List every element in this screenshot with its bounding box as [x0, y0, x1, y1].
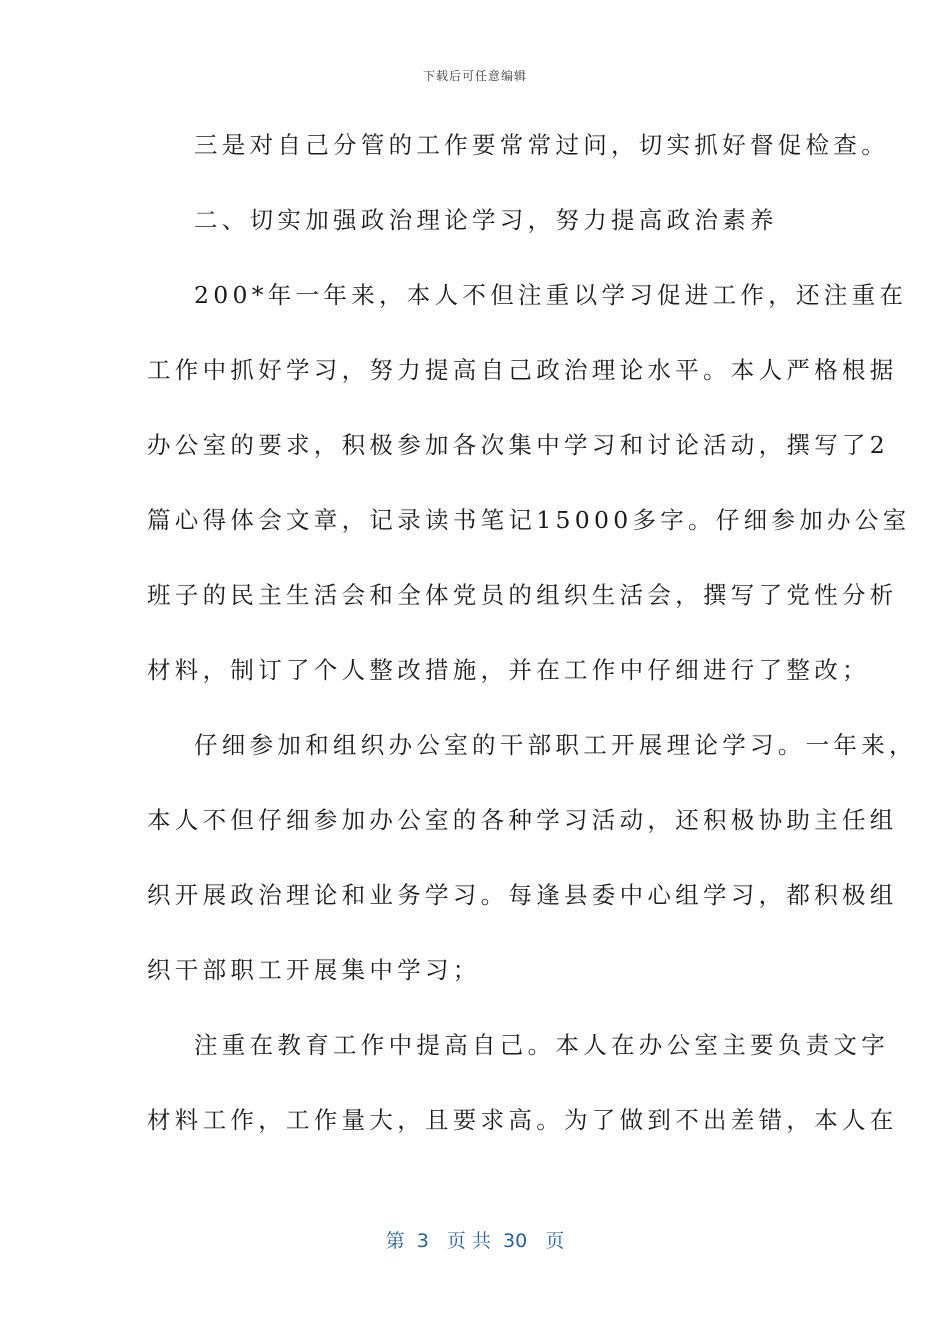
paragraph-line: 工作中抓好学习，努力提高自己政治理论水平。本人严格根据 [147, 356, 898, 384]
paragraph-line: 仔细参加和组织办公室的干部职工开展理论学习。一年来， [194, 731, 917, 759]
paragraph-line: 篇心得体会文章，记录读书笔记15000多字。仔细参加办公室 [147, 506, 911, 534]
paragraph-line: 200*年一年来，本人不但注重以学习促进工作，还注重在 [194, 281, 908, 309]
page-header: 下载后可任意编辑 [422, 69, 527, 83]
paragraph-line: 班子的民主生活会和全体党员的组织生活会，撰写了党性分析 [147, 581, 898, 609]
paragraph-line: 材料工作，工作量大，且要求高。为了做到不出差错，本人在 [147, 1106, 898, 1134]
paragraph-line: 织干部职工开展集中学习； [147, 956, 481, 984]
paragraph-line: 三是对自己分管的工作要常常过问，切实抓好督促检查。 [194, 131, 889, 159]
paragraph-line: 织开展政治理论和业务学习。每逢县委中心组学习，都积极组 [147, 881, 898, 909]
paragraph-line: 材料，制订了个人整改措施，并在工作中仔细进行了整改； [147, 656, 870, 684]
page-number-footer: 第 3 页 共 30 页 [385, 1230, 565, 1252]
paragraph-line: 办公室的要求，积极参加各次集中学习和讨论活动，撰写了2 [147, 431, 890, 459]
paragraph-line: 注重在教育工作中提高自己。本人在办公室主要负责文字 [194, 1031, 889, 1059]
paragraph-line: 本人不但仔细参加办公室的各种学习活动，还积极协助主任组 [147, 806, 898, 834]
section-heading: 二、切实加强政治理论学习，努力提高政治素养 [194, 206, 778, 234]
